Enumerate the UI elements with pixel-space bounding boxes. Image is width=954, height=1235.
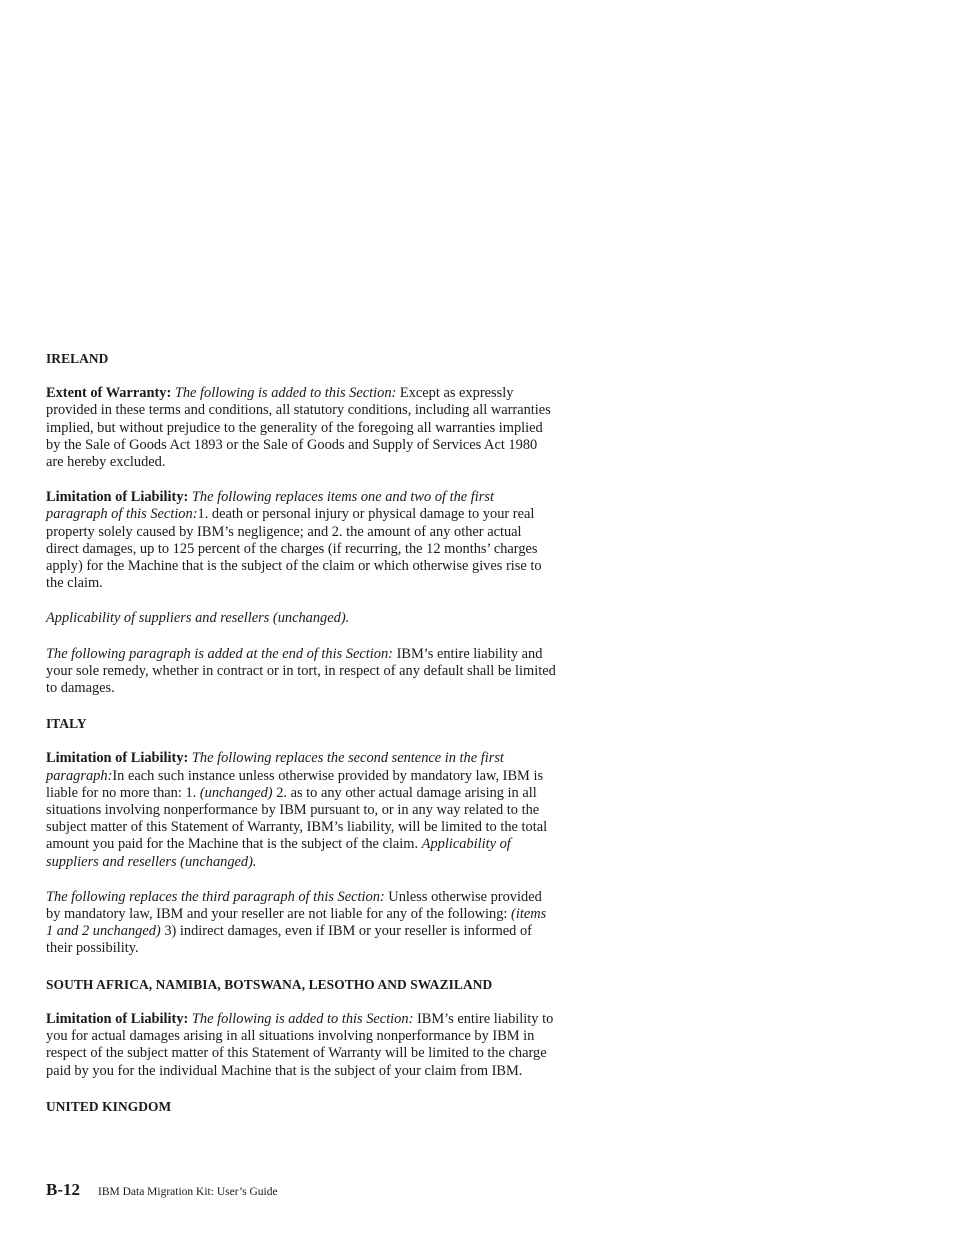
page-footer (46, 1180, 278, 1200)
para-italic: The following replaces the third paragraph of this Section: (46, 888, 385, 905)
page-number: B-12 (46, 1180, 80, 1199)
page-body (46, 350, 556, 1133)
ireland-entire-liability (46, 646, 556, 698)
para-italic: Applicability of suppliers and resellers (unchanged). (46, 610, 350, 627)
para-italic: The following replaces items one and two of the first paragraph of this Section: (46, 489, 494, 523)
para-text: 2. as to any other actual damage arising in all situations involving nonperformance by IBM pursuant to, or in any way related to the subject matter of this Statement of Warranty, IBM’s liability, will be limited to the total amount you paid for the Machine that is the subject of the claim. (46, 784, 548, 853)
section-heading-ireland: IRELAND (46, 351, 109, 366)
section-heading-italy: ITALY (46, 716, 87, 732)
para-italic: The following is added to this Section: (191, 1010, 414, 1027)
ireland-applicability (46, 610, 556, 627)
para-text: IBM’s entire liability and your sole remedy, whether in contract or in tort, in respect of any default shall be limited to damages. (46, 645, 556, 697)
para-text: 3) indirect damages, even if IBM or your reseller is informed of their possibility. (46, 923, 532, 957)
document-title: IBM Data Migration Kit: User’s Guide (98, 1186, 278, 1198)
para-text: IBM’s entire liability to you for actual damages arising in all situations involving nonperformance by IBM in respect of the subject matter of this Statement of Warranty will be limited to the charge paid by you for the individual Machine that is the subject of your claim from IBM. (46, 1010, 554, 1079)
para-italic: The following replaces the second sentence in the first paragraph: (46, 750, 504, 784)
para-text: In each such instance unless otherwise provided by mandatory law, IBM is liable for no more than: 1. (46, 767, 544, 801)
para-italic: Applicability of suppliers and resellers (unchanged). (46, 836, 511, 870)
para-text: Except as expressly provided in these terms and conditions, all statutory conditions, including all warranties implied, but without prejudice to the generality of the foregoing all warranties implied by the Sale of Goods Act 1893 or the Sale of Goods and Supply of Services Act 1980 are hereby excluded. (46, 385, 551, 471)
para-lead: Limitation of Liability: (46, 489, 189, 506)
ireland-extent-of-warranty (46, 385, 556, 471)
para-italic: The following is added to this Section: (174, 385, 397, 402)
para-text: Unless otherwise provided by mandatory law, IBM and your reseller are not liable for any of the following: (46, 888, 542, 923)
para-lead: Limitation of Liability: (46, 1010, 189, 1027)
para-text: 1. death or personal injury or physical damage to your real property solely caused by IBM’s negligence; and 2. the amount of any other actual direct damages, up to 125 percent of the charges (if recurring, the 12 months’ charges apply) for the Machine that is the subject of the claim or which otherwise gives rise to the claim. (46, 506, 542, 592)
section-heading-south-africa: SOUTH AFRICA, NAMIBIA, BOTSWANA, LESOTHO AND SWAZILAND (46, 976, 493, 992)
para-italic: (unchanged) (199, 784, 273, 801)
italy-third-paragraph (46, 889, 556, 958)
section-heading-united-kingdom: UNITED KINGDOM (46, 1098, 172, 1114)
south-africa-limitation-of-liability (46, 1011, 556, 1080)
para-lead: Limitation of Liability: (46, 750, 189, 767)
para-italic: (items 1 and 2 unchanged) (46, 906, 547, 940)
ireland-limitation-of-liability (46, 489, 556, 592)
para-italic: The following paragraph is added at the end of this Section: (46, 645, 393, 662)
italy-limitation-of-liability (46, 750, 556, 870)
para-lead: Extent of Warranty: (46, 385, 172, 402)
